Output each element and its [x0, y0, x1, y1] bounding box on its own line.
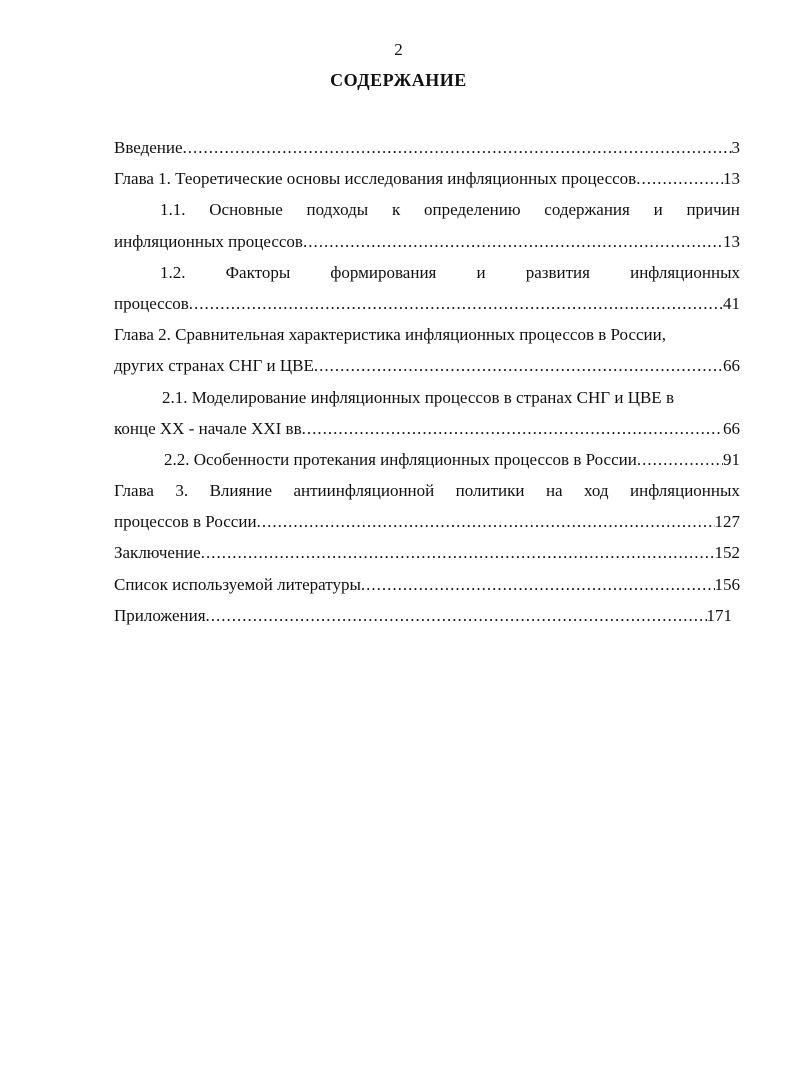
toc-page-number: 66 [723, 418, 740, 438]
toc-entry-section-1-1 [114, 198, 740, 229]
toc-entry-references [114, 573, 740, 604]
toc-word: и [476, 262, 486, 282]
toc-word: развития [525, 262, 590, 282]
toc-word: содержания [544, 200, 630, 220]
toc-word: Глава [114, 481, 154, 501]
toc-entry-intro [114, 136, 740, 167]
toc-leader-dots [206, 604, 707, 628]
toc-entry-chapter-3 [114, 479, 740, 510]
toc-entry-text: Глава 1. Теоретические основы исследования инфляционных процессов [114, 169, 637, 189]
toc-word: подходы [306, 200, 369, 220]
toc-word: 1.1. [160, 200, 186, 220]
toc-word: инфляционных [630, 262, 740, 282]
toc-entry-chapter-1 [114, 167, 740, 198]
toc-leader-dots [303, 230, 723, 254]
toc-page-number: 152 [714, 543, 740, 563]
toc-entry-section-2-1: 2.1. Моделирование инфляционных процессов в странах СНГ и ЦВЕ в [162, 387, 674, 407]
toc-word: Влияние [209, 481, 273, 501]
toc-entry-section-1-2 [114, 261, 740, 292]
toc-page-number: 13 [723, 169, 740, 189]
toc-word: инфляционных [630, 481, 740, 501]
toc-word: определению [423, 200, 521, 220]
toc-leader-dots [361, 573, 715, 597]
toc-entry-text: Введение [114, 138, 183, 157]
toc-entry-text: конце XX - начале XXI вв [114, 418, 302, 438]
toc-leader-dots [257, 510, 715, 534]
toc-word: политики [455, 481, 525, 501]
toc-page-number: 3 [731, 138, 740, 157]
toc-leader-dots [636, 167, 723, 191]
toc-entry-chapter-2: Глава 2. Сравнительная характеристика инфляционных процессов в России, [114, 325, 667, 345]
toc-entry-chapter-2-cont [114, 354, 740, 385]
toc-entry-text: Список используемой литературы [114, 574, 361, 594]
toc-word: 1.2. [160, 262, 186, 282]
table-of-contents [114, 136, 740, 635]
toc-leader-dots [201, 541, 715, 565]
page-number: 2 [394, 40, 403, 59]
toc-word: к [391, 200, 401, 220]
toc-entry-text: инфляционных процессов [114, 231, 303, 251]
page-title: СОДЕРЖАНИЕ [330, 70, 467, 90]
toc-word: Основные [209, 200, 283, 220]
toc-entry-text: процессов в России [114, 512, 257, 532]
toc-entry-section-1-2-cont [114, 292, 740, 323]
toc-leader-dots [189, 292, 723, 316]
toc-entry-appendix [114, 604, 732, 635]
toc-word: ход [584, 481, 609, 501]
toc-leader-dots [637, 448, 723, 472]
toc-word: формирования [330, 262, 437, 282]
toc-leader-dots [183, 136, 732, 160]
toc-entry-text: процессов [114, 293, 189, 313]
toc-page-number: 66 [723, 356, 740, 376]
toc-entry-section-1-1-cont [114, 230, 740, 261]
toc-leader-dots [314, 354, 723, 378]
toc-entry-chapter-3-cont [114, 510, 740, 541]
toc-page-number: 171 [706, 605, 732, 625]
toc-entry-text: Заключение [114, 543, 201, 563]
toc-word: на [545, 481, 563, 501]
toc-page-number: 156 [714, 574, 740, 594]
toc-entry-conclusion [114, 541, 740, 572]
toc-entry-section-2-1-cont [114, 417, 740, 448]
toc-word: 3. [175, 481, 189, 501]
toc-word: и [653, 200, 663, 220]
toc-entry-text: других странах СНГ и ЦВЕ [114, 356, 314, 376]
toc-entry-section-2-2 [114, 448, 740, 479]
toc-entry-text: Приложения [114, 605, 206, 625]
toc-page-number: 91 [723, 449, 740, 469]
toc-word: Факторы [225, 262, 291, 282]
toc-page-number: 41 [723, 293, 740, 313]
toc-leader-dots [302, 417, 723, 441]
toc-entry-text: 2.2. Особенности протекания инфляционных процессов в России [164, 449, 637, 469]
toc-word: антиинфляционной [293, 481, 435, 501]
toc-page-number: 13 [723, 231, 740, 251]
toc-page-number: 127 [714, 512, 740, 532]
toc-word: причин [686, 200, 740, 220]
